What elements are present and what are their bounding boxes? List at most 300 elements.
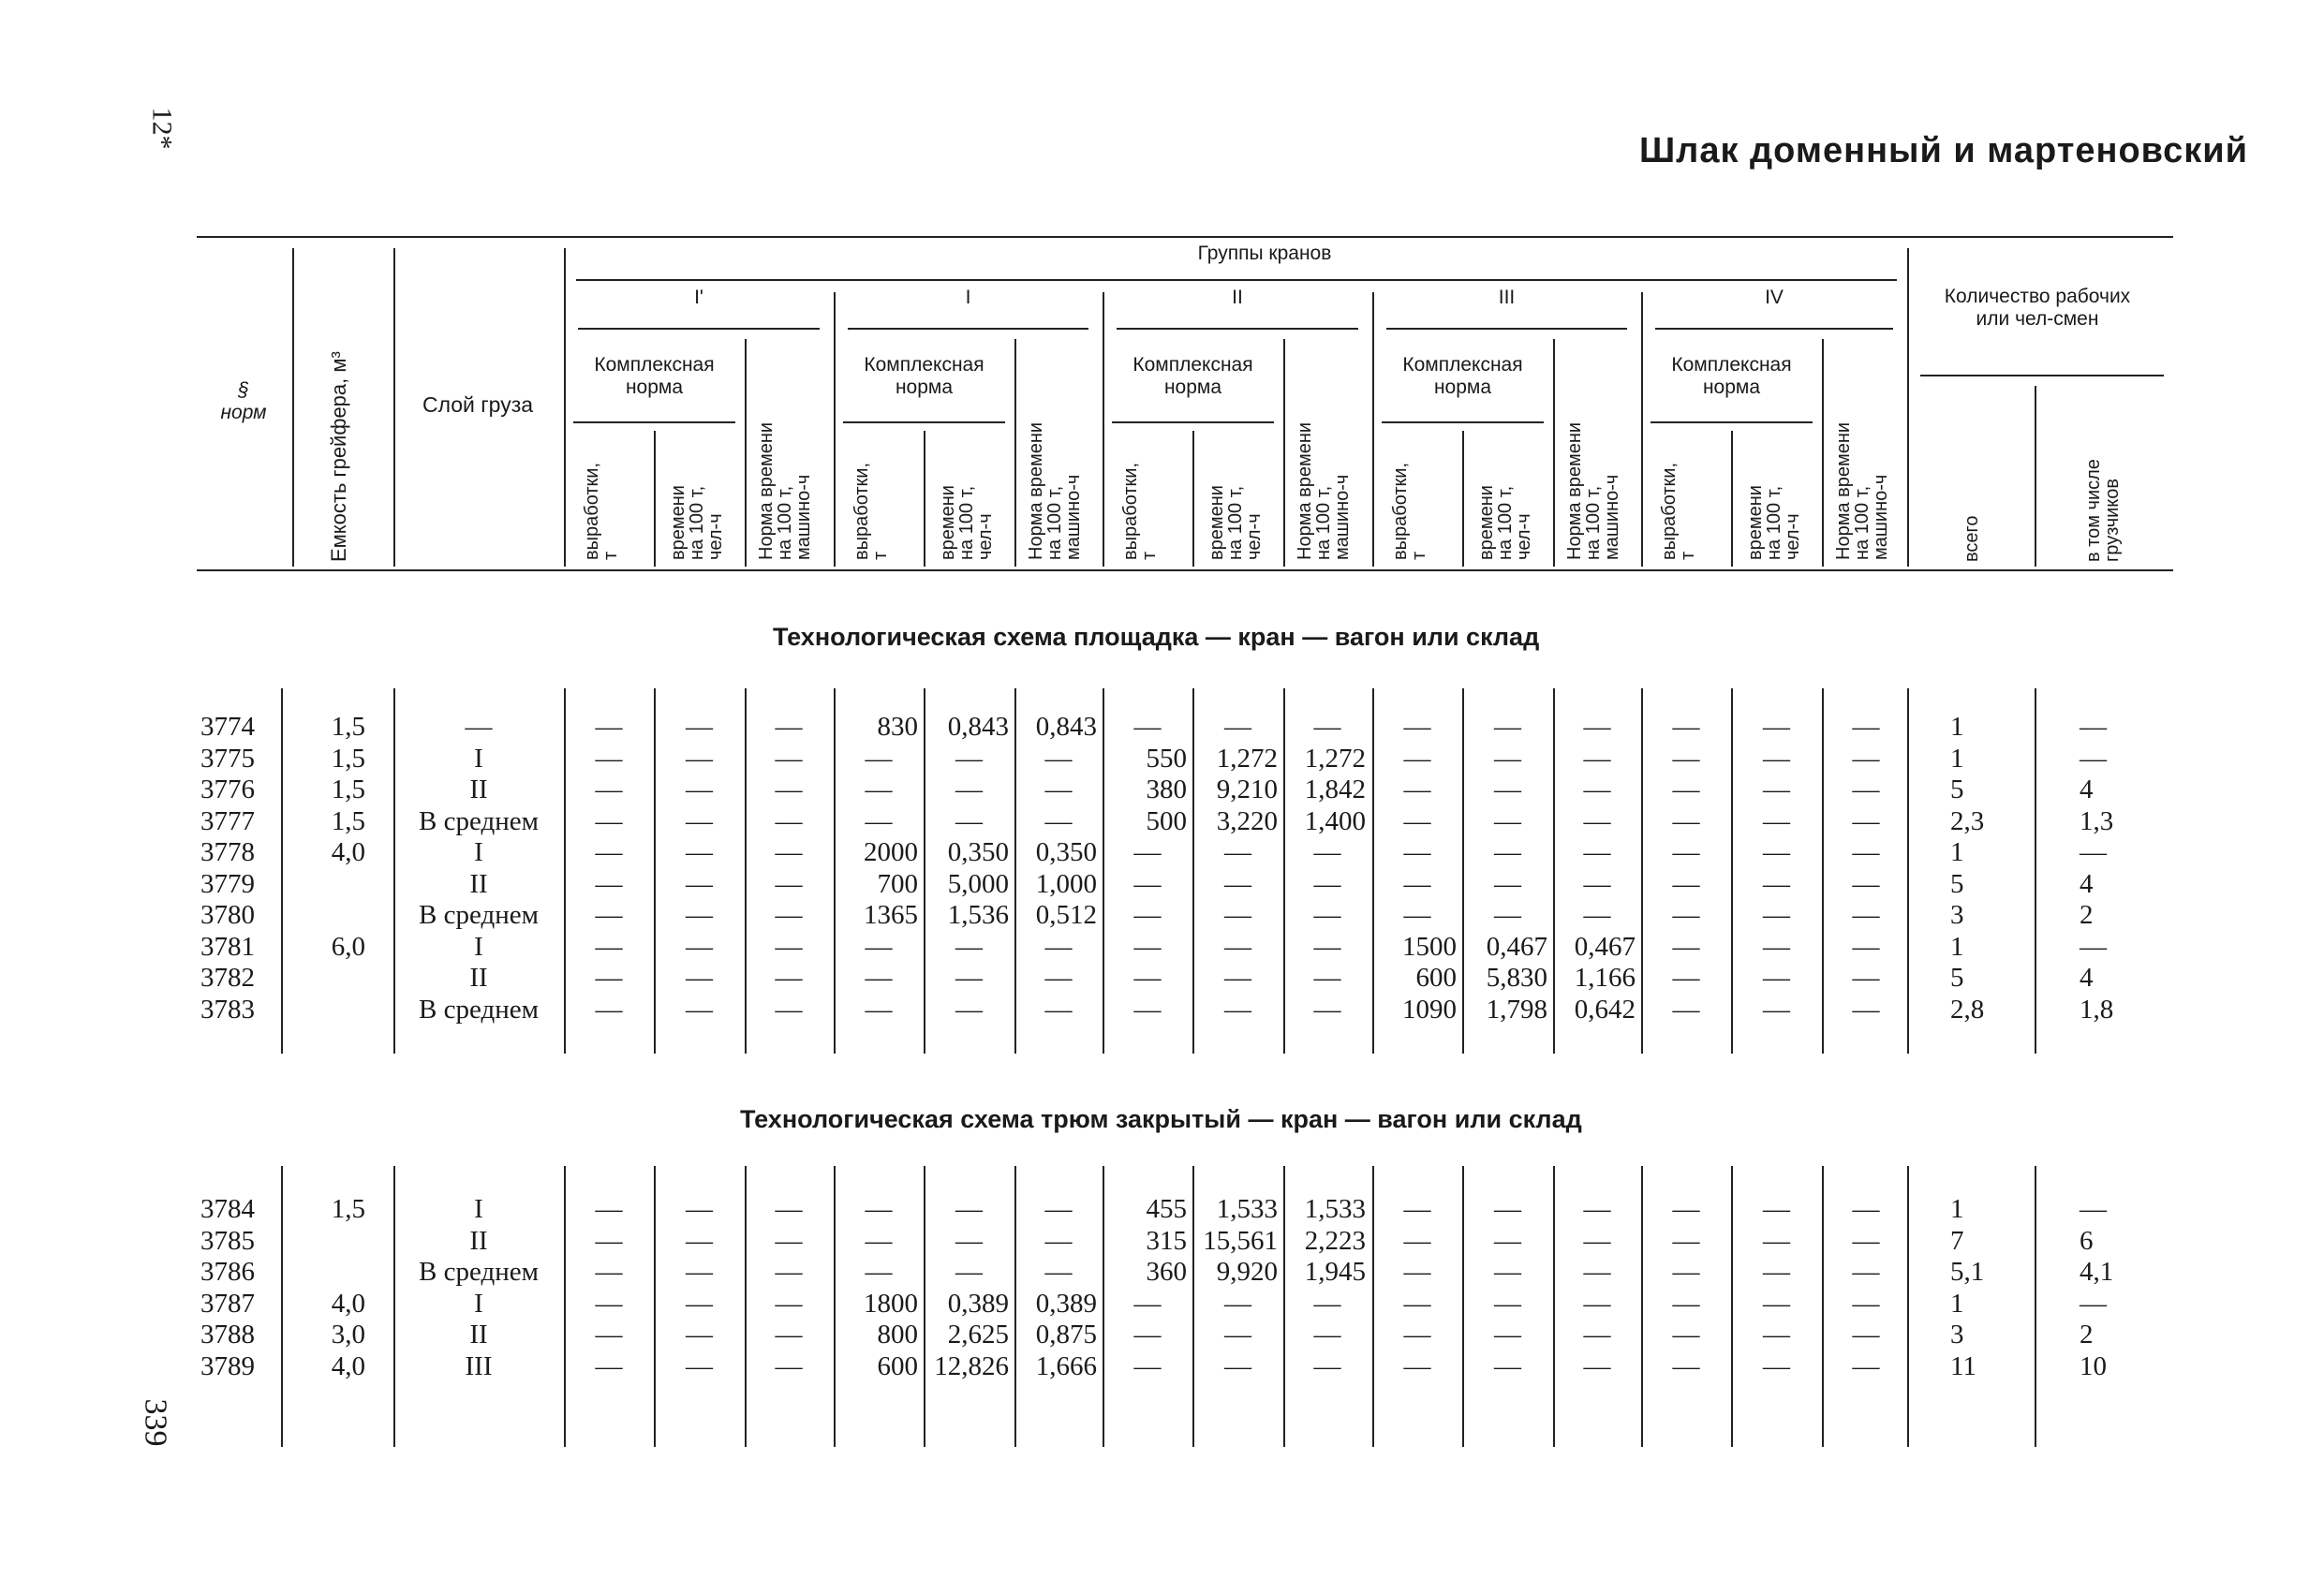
value-cell: —: [775, 1225, 803, 1256]
output-header: выработки, т: [1659, 462, 1698, 560]
value-cell: —: [775, 1288, 803, 1319]
value-cell: —: [1672, 868, 1700, 899]
value-cell: —: [1852, 1194, 1880, 1224]
norm-number-cell: 3784: [200, 1194, 255, 1224]
value-cell: —: [1224, 837, 1251, 867]
complex-norm-label: Комплексная норма: [1132, 354, 1253, 398]
value-cell: —: [1313, 1320, 1341, 1350]
value-cell: —: [686, 868, 713, 899]
loaders-cell: 2: [2080, 1320, 2094, 1350]
group-divider: [924, 431, 925, 567]
value-cell: —: [1672, 994, 1700, 1025]
layer-cell: I: [474, 837, 483, 867]
value-cell: —: [1583, 712, 1611, 742]
value-cell: —: [1672, 774, 1700, 804]
value-cell: —: [1044, 1194, 1073, 1224]
value-cell: 1,272: [1304, 743, 1366, 774]
value-cell: 1,000: [1035, 868, 1097, 899]
value-cell: —: [686, 743, 713, 774]
value-cell: —: [1044, 931, 1073, 962]
table-row: [0, 806, 2324, 837]
group-divider: [1014, 339, 1016, 567]
output-header: выработки, т: [851, 462, 891, 560]
loaders-cell: 6: [2080, 1225, 2094, 1256]
value-cell: —: [595, 1288, 623, 1319]
value-cell: 5,000: [947, 868, 1009, 899]
layer-cell: II: [469, 1225, 488, 1256]
loaders-cell: 4: [2080, 774, 2094, 804]
value-cell: —: [1852, 963, 1880, 993]
norm-number-cell: 3780: [200, 900, 255, 930]
table-row: [0, 963, 2324, 994]
value-cell: —: [1852, 1320, 1880, 1350]
capacity-cell: 1,5: [331, 743, 365, 774]
value-cell: —: [595, 837, 623, 867]
value-cell: —: [1852, 900, 1880, 930]
value-cell: —: [595, 1257, 623, 1287]
value-cell: —: [775, 963, 803, 993]
value-cell: —: [1672, 743, 1700, 774]
total-workers-cell: 1: [1950, 931, 1964, 962]
group-divider: [1462, 431, 1464, 567]
loaders-cell: 4: [2080, 963, 2094, 993]
value-cell: —: [1044, 774, 1073, 804]
norm-number-cell: 3787: [200, 1288, 255, 1319]
crane-group-label: IV: [1765, 287, 1784, 308]
norm-number-cell: 3775: [200, 743, 255, 774]
value-cell: 360: [1146, 1257, 1187, 1287]
value-cell: —: [1583, 1288, 1611, 1319]
machine-time-header: Норма времени на 100 т, машино-ч: [1295, 421, 1353, 560]
value-cell: 1090: [1402, 994, 1457, 1025]
value-cell: —: [775, 868, 803, 899]
value-cell: —: [865, 994, 893, 1025]
norm-header: § норм: [220, 379, 267, 423]
capacity-cell: 1,5: [331, 805, 365, 836]
value-cell: —: [1044, 805, 1073, 836]
value-cell: 380: [1146, 774, 1187, 804]
loaders-cell: 4,1: [2080, 1257, 2114, 1287]
value-cell: —: [1494, 1288, 1521, 1319]
value-cell: —: [686, 774, 713, 804]
value-cell: —: [686, 1288, 713, 1319]
norm-number-cell: 3779: [200, 868, 255, 899]
value-cell: —: [1494, 774, 1521, 804]
value-cell: —: [775, 837, 803, 867]
value-cell: —: [1403, 712, 1431, 742]
value-cell: —: [686, 931, 713, 962]
value-cell: —: [1403, 837, 1431, 867]
group-divider: [1822, 339, 1824, 567]
value-cell: —: [1313, 837, 1341, 867]
value-cell: —: [595, 805, 623, 836]
value-cell: —: [1044, 994, 1073, 1025]
value-cell: —: [1403, 1257, 1431, 1287]
value-cell: —: [865, 1225, 893, 1256]
value-cell: —: [686, 1320, 713, 1350]
table-row: [0, 1226, 2324, 1257]
value-cell: 2,625: [947, 1320, 1009, 1350]
value-cell: —: [1852, 994, 1880, 1025]
value-cell: —: [1403, 1350, 1431, 1381]
value-cell: —: [1313, 712, 1341, 742]
value-cell: 0,642: [1574, 994, 1636, 1025]
norm-number-cell: 3782: [200, 963, 255, 993]
value-cell: —: [775, 1320, 803, 1350]
table-row: [0, 1289, 2324, 1320]
norm-number-cell: 3777: [200, 805, 255, 836]
value-cell: —: [775, 774, 803, 804]
layer-cell: I: [474, 1288, 483, 1319]
machine-time-header: Норма времени на 100 т, машино-ч: [1564, 421, 1622, 560]
value-cell: —: [686, 994, 713, 1025]
value-cell: —: [1583, 1350, 1611, 1381]
value-cell: —: [955, 931, 983, 962]
value-cell: 0,389: [947, 1288, 1009, 1319]
loaders-cell: —: [2080, 743, 2107, 774]
value-cell: 1,533: [1216, 1194, 1278, 1224]
layer-cell: II: [469, 774, 488, 804]
complex-norm-label: Комплексная норма: [864, 354, 984, 398]
value-cell: —: [1044, 1225, 1073, 1256]
value-cell: —: [1224, 994, 1251, 1025]
table-row: [0, 1351, 2324, 1382]
total-workers-cell: 5: [1950, 963, 1964, 993]
value-cell: —: [1313, 868, 1341, 899]
norm-number-cell: 3786: [200, 1257, 255, 1287]
value-cell: —: [1672, 1225, 1700, 1256]
value-cell: —: [1763, 1194, 1790, 1224]
value-cell: —: [865, 743, 893, 774]
layer-cell: II: [469, 868, 488, 899]
value-cell: 0,350: [947, 837, 1009, 867]
table-row: [0, 774, 2324, 805]
value-cell: —: [1763, 1320, 1790, 1350]
value-cell: 1,400: [1304, 805, 1366, 836]
total-workers-cell: 2,3: [1950, 805, 1985, 836]
total-workers-cell: 1: [1950, 1288, 1964, 1319]
value-cell: —: [1763, 994, 1790, 1025]
value-cell: —: [1494, 712, 1521, 742]
complex-underline: [1382, 421, 1544, 423]
loaders-cell: 1,3: [2080, 805, 2114, 836]
norm-number-cell: 3774: [200, 712, 255, 742]
value-cell: —: [1224, 1288, 1251, 1319]
crane-group-label: II: [1232, 287, 1243, 308]
table-row: [0, 869, 2324, 900]
group-divider: [654, 431, 656, 567]
value-cell: —: [1672, 1350, 1700, 1381]
value-cell: —: [1133, 963, 1162, 993]
value-cell: —: [1313, 994, 1341, 1025]
loaders-cell: —: [2080, 1288, 2107, 1319]
complex-norm-label: Комплексная норма: [594, 354, 715, 398]
value-cell: —: [1044, 1257, 1073, 1287]
group-underline: [848, 328, 1088, 330]
value-cell: 1365: [864, 900, 918, 930]
value-cell: 1,666: [1035, 1350, 1097, 1381]
value-cell: —: [595, 868, 623, 899]
workers-header: Количество рабочих или чел-смен: [1944, 286, 2131, 330]
value-cell: —: [775, 805, 803, 836]
value-cell: —: [1763, 868, 1790, 899]
loaders-cell: —: [2080, 712, 2107, 742]
capacity-cell: 1,5: [331, 774, 365, 804]
value-cell: 1,798: [1486, 994, 1547, 1025]
time-header: времени на 100 т, чел-ч: [1476, 485, 1534, 560]
norm-number-cell: 3783: [200, 994, 255, 1025]
value-cell: —: [1224, 931, 1251, 962]
total-workers-cell: 1: [1950, 837, 1964, 867]
value-cell: —: [1494, 900, 1521, 930]
value-cell: —: [1313, 963, 1341, 993]
total-workers-cell: 5: [1950, 774, 1964, 804]
value-cell: 0,875: [1035, 1320, 1097, 1350]
value-cell: —: [686, 805, 713, 836]
value-cell: —: [1763, 1350, 1790, 1381]
value-cell: —: [1583, 837, 1611, 867]
value-cell: —: [1852, 931, 1880, 962]
value-cell: —: [1403, 1194, 1431, 1224]
value-cell: —: [1224, 868, 1251, 899]
group-underline: [1117, 328, 1358, 330]
total-workers-cell: 1: [1950, 1194, 1964, 1224]
total-workers-cell: 2,8: [1950, 994, 1985, 1025]
total-workers-cell: 7: [1950, 1225, 1964, 1256]
norm-number-cell: 3776: [200, 774, 255, 804]
complex-norm-label: Комплексная норма: [1402, 354, 1523, 398]
value-cell: —: [865, 1194, 893, 1224]
page-number-bottom: 339: [138, 1398, 173, 1447]
value-cell: —: [775, 994, 803, 1025]
group-underline: [578, 328, 820, 330]
group-divider: [1283, 339, 1285, 567]
crane-group-label: III: [1498, 287, 1516, 308]
value-cell: —: [1763, 900, 1790, 930]
value-cell: 5,830: [1486, 963, 1547, 993]
value-cell: —: [1672, 1257, 1700, 1287]
value-cell: —: [1494, 1194, 1521, 1224]
value-cell: —: [595, 1350, 623, 1381]
value-cell: —: [1044, 743, 1073, 774]
value-cell: —: [1494, 1257, 1521, 1287]
complex-underline: [1650, 421, 1813, 423]
layer-cell: В среднем: [419, 805, 539, 836]
value-cell: —: [1403, 1225, 1431, 1256]
capacity-cell: 3,0: [331, 1320, 365, 1350]
value-cell: —: [1852, 1288, 1880, 1319]
value-cell: —: [1494, 1350, 1521, 1381]
capacity-cell: 6,0: [331, 931, 365, 962]
group-divider: [1641, 292, 1643, 567]
value-cell: —: [1133, 1320, 1162, 1350]
value-cell: —: [1672, 805, 1700, 836]
value-cell: —: [1133, 868, 1162, 899]
value-cell: —: [1763, 805, 1790, 836]
value-cell: 1,945: [1304, 1257, 1366, 1287]
loaders-cell: —: [2080, 931, 2107, 962]
total-workers-cell: 5: [1950, 868, 1964, 899]
value-cell: —: [1852, 743, 1880, 774]
value-cell: —: [1133, 931, 1162, 962]
value-cell: —: [1224, 712, 1251, 742]
time-header: времени на 100 т, чел-ч: [1745, 485, 1803, 560]
value-cell: —: [1403, 1320, 1431, 1350]
layer-cell: I: [474, 931, 483, 962]
value-cell: 830: [877, 712, 918, 742]
value-cell: 15,561: [1203, 1225, 1278, 1256]
value-cell: 0,843: [1035, 712, 1097, 742]
value-cell: —: [775, 931, 803, 962]
value-cell: 500: [1146, 805, 1187, 836]
norm-number-cell: 3778: [200, 837, 255, 867]
value-cell: —: [595, 774, 623, 804]
value-cell: —: [1583, 1225, 1611, 1256]
complex-underline: [1112, 421, 1274, 423]
machine-time-header: Норма времени на 100 т, машино-ч: [756, 421, 814, 560]
norm-number-cell: 3789: [200, 1350, 255, 1381]
loaders-cell: —: [2080, 1194, 2107, 1224]
value-cell: 550: [1146, 743, 1187, 774]
table-row: [0, 932, 2324, 963]
value-cell: 700: [877, 868, 918, 899]
value-cell: —: [595, 1225, 623, 1256]
page-title: Шлак доменный и мартеновский: [1639, 131, 2248, 170]
value-cell: 12,826: [934, 1350, 1009, 1381]
value-cell: —: [1852, 1225, 1880, 1256]
value-cell: 0,467: [1574, 931, 1636, 962]
group-divider: [1372, 292, 1374, 567]
capacity-cell: 4,0: [331, 837, 365, 867]
value-cell: —: [1583, 774, 1611, 804]
crane-group-label: I: [965, 287, 971, 308]
capacity-cell: 4,0: [331, 1288, 365, 1319]
value-cell: —: [955, 1225, 983, 1256]
time-header: времени на 100 т, чел-ч: [938, 485, 996, 560]
value-cell: —: [955, 774, 983, 804]
output-header: выработки, т: [1390, 462, 1429, 560]
value-cell: —: [1852, 805, 1880, 836]
output-header: выработки, т: [582, 462, 621, 560]
value-cell: —: [1313, 931, 1341, 962]
value-cell: —: [1672, 1194, 1700, 1224]
loaders-cell: 4: [2080, 868, 2094, 899]
value-cell: —: [775, 1350, 803, 1381]
value-cell: —: [1852, 1350, 1880, 1381]
value-cell: —: [865, 774, 893, 804]
value-cell: —: [1403, 805, 1431, 836]
total-workers-cell: 3: [1950, 1320, 1964, 1350]
complex-norm-label: Комплексная норма: [1671, 354, 1792, 398]
value-cell: 1,166: [1574, 963, 1636, 993]
complex-underline: [843, 421, 1005, 423]
page-number-top: 12*: [146, 107, 178, 150]
value-cell: —: [1763, 774, 1790, 804]
value-cell: —: [1403, 743, 1431, 774]
value-cell: —: [1852, 837, 1880, 867]
value-cell: —: [1583, 868, 1611, 899]
value-cell: —: [955, 743, 983, 774]
schema-title-2: Технологическая схема трюм закрытый — кран — вагон или склад: [740, 1105, 1582, 1133]
loaders-header: в том числе грузчиков: [2083, 459, 2123, 562]
time-header: времени на 100 т, чел-ч: [1206, 485, 1265, 560]
value-cell: 600: [877, 1350, 918, 1381]
value-cell: 1,536: [947, 900, 1009, 930]
value-cell: —: [1583, 805, 1611, 836]
machine-time-header: Норма времени на 100 т, машино-ч: [1026, 421, 1084, 560]
value-cell: 800: [877, 1320, 918, 1350]
value-cell: —: [865, 931, 893, 962]
value-cell: —: [1403, 774, 1431, 804]
value-cell: —: [1583, 1194, 1611, 1224]
value-cell: —: [1672, 1320, 1700, 1350]
total-workers-cell: 11: [1950, 1350, 1976, 1381]
group-divider: [1192, 431, 1194, 567]
value-cell: —: [1672, 837, 1700, 867]
value-cell: —: [686, 1350, 713, 1381]
value-cell: —: [1583, 900, 1611, 930]
complex-underline: [573, 421, 735, 423]
value-cell: —: [1494, 1320, 1521, 1350]
value-cell: —: [1133, 1350, 1162, 1381]
value-cell: —: [775, 900, 803, 930]
value-cell: 9,210: [1216, 774, 1278, 804]
value-cell: —: [775, 712, 803, 742]
value-cell: —: [686, 837, 713, 867]
value-cell: —: [775, 1257, 803, 1287]
total-workers-cell: 3: [1950, 900, 1964, 930]
value-cell: 1800: [864, 1288, 918, 1319]
value-cell: —: [1494, 1225, 1521, 1256]
value-cell: —: [1852, 712, 1880, 742]
layer-cell: II: [469, 1320, 488, 1350]
layer-cell: I: [474, 743, 483, 774]
value-cell: 1,533: [1304, 1194, 1366, 1224]
value-cell: 0,389: [1035, 1288, 1097, 1319]
value-cell: —: [955, 963, 983, 993]
table-row: [0, 712, 2324, 743]
value-cell: 315: [1146, 1225, 1187, 1256]
value-cell: 0,843: [947, 712, 1009, 742]
value-cell: —: [1133, 900, 1162, 930]
value-cell: —: [1403, 868, 1431, 899]
group-divider: [745, 339, 747, 567]
value-cell: —: [865, 963, 893, 993]
value-cell: —: [1313, 1350, 1341, 1381]
value-cell: —: [865, 1257, 893, 1287]
value-cell: —: [955, 805, 983, 836]
value-cell: —: [595, 743, 623, 774]
value-cell: —: [1313, 1288, 1341, 1319]
capacity-header: Емкость грейфера, м³: [327, 351, 350, 562]
crane-group-label: I': [694, 287, 703, 308]
value-cell: —: [1133, 837, 1162, 867]
value-cell: —: [1494, 837, 1521, 867]
value-cell: —: [955, 1194, 983, 1224]
table-row: [0, 744, 2324, 774]
value-cell: —: [1044, 963, 1073, 993]
groups-header: Группы кранов: [1197, 243, 1332, 264]
layer-cell: III: [465, 1350, 493, 1381]
group-divider: [1731, 431, 1733, 567]
capacity-cell: 1,5: [331, 712, 365, 742]
value-cell: —: [595, 1194, 623, 1224]
value-cell: —: [595, 712, 623, 742]
value-cell: —: [775, 1194, 803, 1224]
value-cell: —: [1763, 837, 1790, 867]
layer-cell: В среднем: [419, 900, 539, 930]
value-cell: —: [1133, 1288, 1162, 1319]
